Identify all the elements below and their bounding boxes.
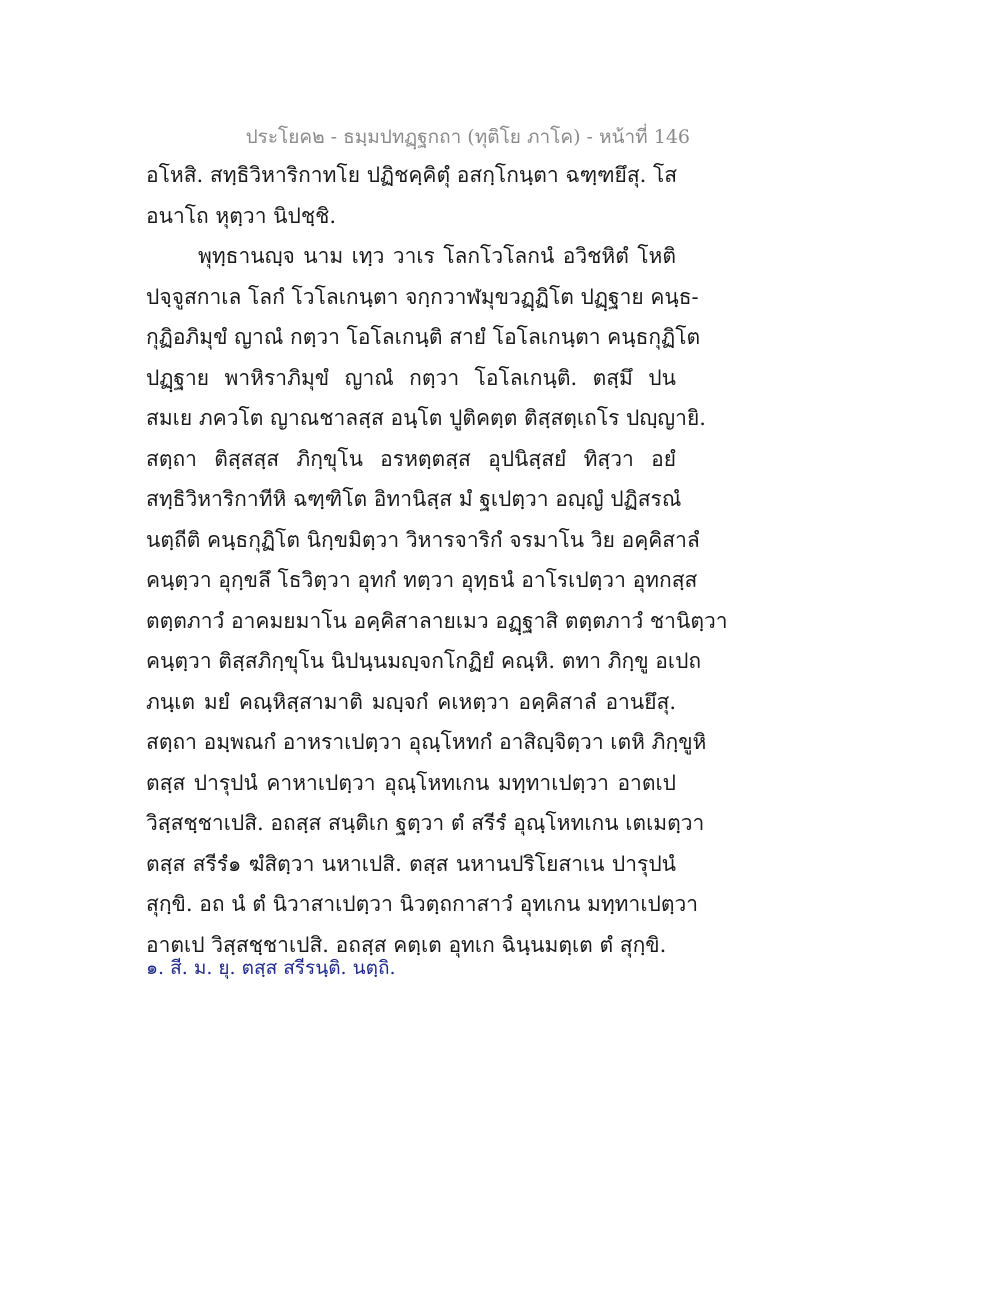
paragraph-1 [146,155,676,236]
text-line: สตฺถา ติสฺสสฺส ภิกฺขุโน อรหตฺตสฺส อุปนิสฺสยํ ทิสฺวา อยํ [146,446,676,471]
text-line: อโหสิ. สทฺธิวิหาริกาทโย ปฏิชคฺคิตุํ อสกฺโกนฺตา ฉฑฺฑยึสุ. โส [146,163,678,187]
page-header: ประโยค๒ - ธมฺมปทฏฺฐกถา (ทุติโย ภาโค) - หน้าที่ 146 [245,126,690,148]
footnote: ๑. สี. ม. ยุ. ตสฺส สรีรนฺติ. นตฺถิ. [146,957,396,979]
text-line: ภนฺเต มยํ คณฺหิสฺสามาติ มญฺจกํ คเหตฺวา อคฺคิสาลํ อานยึสุ. [146,689,676,714]
text-line: สทฺธิวิหาริกาทีหิ ฉฑฺฑิโต อิทานิสฺส มํ ฐเปตฺวา อญฺญํ ปฏิสรณํ [146,487,682,511]
text-line: อาตเป วิสฺสชฺชาเปสิ. อถสฺส คตฺเต อุทเก ฉินฺนมตฺเต ตํ สุกฺขิ. [146,932,667,957]
text-line: กุฏิอภิมุขํ ญาณํ กตฺวา โอโลเกนฺติ สายํ โอโลเกนฺตา คนฺธกุฏิโต [146,325,701,349]
text-line: ปฏฺฐาย พาหิราภิมุขํ ญาณํ กตฺวา โอโลเกนฺติ. ตสฺมึ ปน [146,365,676,390]
text-line: วิสฺสชฺชาเปสิ. อถสฺส สนฺติเก ฐตฺวา ตํ สรีรํ อุณฺโหทเกน เตเมตฺวา [146,811,705,835]
text-line: สมเย ภควโต ญาณชาลสฺส อนฺโต ปูติคตฺต ติสฺสตฺเถโร ปญฺญายิ. [146,406,706,430]
text-line: ตสฺส ปารุปนํ คาหาเปตฺวา อุณฺโหทเกน มทฺทาเปตฺวา อาตเป [146,770,676,795]
text-line: ตสฺส สรีรํ๑ ฆํสิตฺวา นหาเปสิ. ตสฺส นหานปริโยสาเน ปารุปนํ [146,851,676,876]
text-line: อนาโถ หุตฺวา นิปชฺชิ. [146,203,337,228]
text-line: นตฺถีติ คนฺธกุฏิโต นิกฺขมิตฺวา วิหารจาริกํ จรมาโน วิย อคฺคิสาลํ [146,527,700,552]
text-line: คนฺตฺวา ติสฺสภิกฺขุโน นิปนฺนมญฺจกโกฏิยํ คณฺหิ. ตทา ภิกฺขู อเปถ [146,649,702,673]
paragraph-2 [146,236,728,965]
body-text [146,155,728,965]
text-line: ปจฺจูสกาเล โลกํ โวโลเกนฺตา จกฺกวาฬมุขวฏฺฏิโต ปฏฺฐาย คนฺธ- [146,284,699,309]
text-line: สุกฺขิ. อถ นํ ตํ นิวาสาเปตฺวา นิวตฺถกาสาวํ อุทเกน มทฺทาเปตฺวา [146,892,699,916]
text-line: คนฺตฺวา อุกฺขลึ โธวิตฺวา อุทกํ ทตฺวา อุทฺธนํ อาโรเปตฺวา อุทกสฺส [146,568,698,592]
text-line: สตฺถา อมฺพณกํ อาหราเปตฺวา อุณฺโหทกํ อาสิญฺจิตฺวา เตหิ ภิกฺขูหิ [146,730,707,754]
text-line: พุทฺธานญฺจ นาม เทฺว วาเร โลกโวโลกนํ อวิชหิตํ โหติ [198,244,676,268]
text-line: ตตฺตภาวํ อาคมยมาโน อคฺคิสาลายเมว อฏฺฐาสิ ตตฺตภาวํ ชานิตฺวา [146,608,728,633]
